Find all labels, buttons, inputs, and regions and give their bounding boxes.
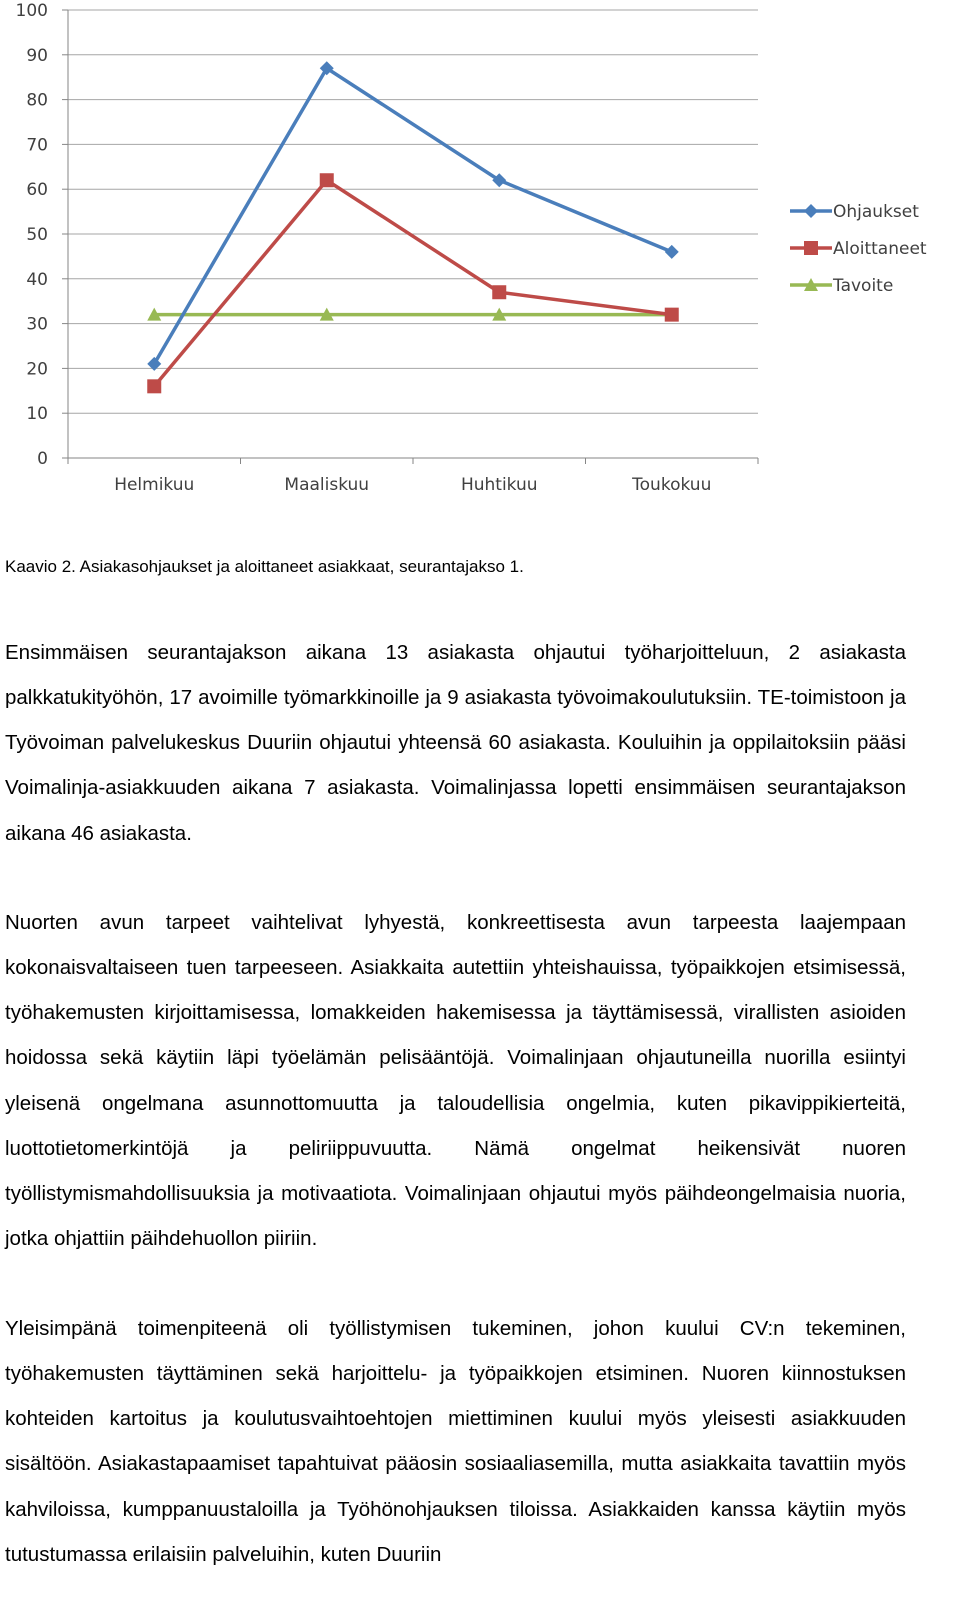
- y-tick-label: 30: [26, 314, 48, 335]
- data-point: [665, 245, 679, 259]
- chart-legend: [790, 202, 927, 296]
- legend-label: Aloittaneet: [833, 239, 927, 259]
- chart-series: [147, 61, 679, 393]
- y-tick-label: 40: [26, 269, 48, 290]
- y-tick-label: 80: [26, 90, 48, 111]
- legend-marker: [804, 241, 818, 255]
- y-tick-label: 90: [26, 45, 48, 66]
- x-tick-label: Toukokuu: [632, 475, 712, 495]
- legend-item: [790, 239, 927, 259]
- paragraph-2: Nuorten avun tarpeet vaihtelivat lyhyestä, konkreettisesta avun tarpeesta laajempaan kokonaisvaltaiseen tuen tarpeeseen. Asiakkaita autettiin yhteishauissa, työpaikkojen etsimisessä, työhakemusten kirjoittamisessa, lomakkeiden hakemisessa ja täyttämisessä, virallisten asioiden hoidossa sekä käytiin läpi työelämän pelisääntöjä. Voimalinjaan ohjautuneilla nuorilla esiintyi yleisenä ongelmana asunnottomuutta ja taloudellisia ongelmia, kuten pikavippikierteitä, luottotietomerkintöjä ja peliriippuvuutta. Nämä ongelmat heikensivät nuoren työllistymismahdollisuuksia ja motivaatiota. Voimalinjaan ohjautui myös päihdeongelmaisia nuoria, jotka ohjattiin päihdehuollon piiriin.: [5, 911, 906, 1251]
- legend-item: [790, 276, 893, 296]
- series-0: [147, 61, 679, 371]
- figure-caption: Kaavio 2. Asiakasohjaukset ja aloittaneet asiakkaat, seurantajakso 1.: [5, 557, 524, 576]
- data-point: [665, 308, 679, 322]
- legend-label: Ohjaukset: [833, 202, 919, 222]
- legend-label: Tavoite: [833, 276, 894, 296]
- chart-gridlines: [68, 10, 758, 413]
- y-tick-label: 0: [37, 449, 48, 469]
- y-tick-label: 10: [26, 404, 48, 425]
- data-point: [492, 285, 506, 299]
- legend-marker: [804, 204, 818, 218]
- chart-axes: [62, 10, 758, 464]
- x-axis-tick-labels: [114, 475, 711, 495]
- series-line: [154, 68, 672, 364]
- data-point: [147, 379, 161, 393]
- y-tick-label: 20: [26, 359, 48, 380]
- legend-item: [790, 202, 919, 222]
- y-tick-label: 100: [15, 1, 48, 21]
- x-tick-label: Helmikuu: [114, 475, 195, 495]
- x-tick-label: Maaliskuu: [284, 475, 370, 495]
- series-1: [147, 173, 679, 393]
- line-chart: [0, 0, 960, 520]
- paragraph-3: Yleisimpänä toimenpiteenä oli työllistymisen tukeminen, johon kuului CV:n tekeminen, työhakemusten täyttäminen sekä harjoittelu- ja työpaikkojen etsiminen. Nuoren kiinnostuksen kohteiden kartoitus ja koulutusvaihtoehtojen miettiminen kuului myös yleisesti asiakkuuden sisältöön. Asiakastapaamiset tapahtuivat pääosin sosiaaliasemilla, mutta asiakkaita tavattiin myös kahviloissa, kumppanuustaloilla ja Työhönohjauksen tiloissa. Asiakkaiden kanssa käytiin myös tutustumassa erilaisiin palveluihin, kuten Duuriin: [5, 1317, 906, 1566]
- paragraph-1: Ensimmäisen seurantajakson aikana 13 asiakasta ohjautui työharjoitteluun, 2 asiakasta palkkatukityöhön, 17 avoimille työmarkkinoille ja 9 asiakasta työvoimakoulutuksiin. TE-toimistoon ja Työvoiman palvelukeskus Duuriin ohjautui yhteensä 60 asiakasta. Kouluihin ja oppilaitoksiin pääsi Voimalinja-asiakkuuden aikana 7 asiakasta. Voimalinjassa lopetti ensimmäisen seurantajakson aikana 46 asiakasta.: [5, 641, 906, 845]
- y-axis-tick-labels: [16, 1, 48, 469]
- x-tick-label: Huhtikuu: [460, 475, 538, 495]
- y-tick-label: 70: [26, 135, 48, 156]
- series-line: [154, 180, 672, 386]
- y-tick-label: 60: [26, 180, 48, 201]
- data-point: [320, 173, 334, 187]
- series-2: [147, 308, 679, 321]
- y-tick-label: 50: [26, 225, 48, 245]
